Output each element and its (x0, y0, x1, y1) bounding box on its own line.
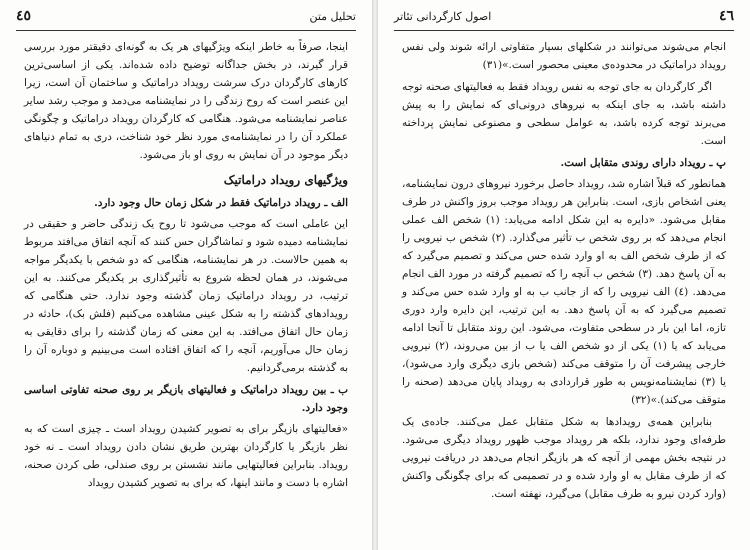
paragraph: این عاملی است که موجب می‌شود تا روح یک زندگی حاضر و حقیقی در نمایشنامه دمیده شود و تماشاگران حس کنند که آنچه اتفاق می‌افتد مربوط به همین حالاست. در هر نمایشنامه، هنگامی که دو شخص با یکدیگر مواجه می‌شوند، در همان لحظه شروع به تأثیرگذاری بر یکدیگر می‌کنند. به این ترتیب، در رویداد دراماتیک زمان گذشته وجود ندارد. حتی هنگامی که رویدادهای گذشته را به شکل عینی مشاهده می‌کنیم (فلش بک)، حادثه در زمان حال اتفاق می‌افتد. به این معنی که زمان گذشته را برای دقایقی به زمان حال می‌آوریم، آنچه را که اتفاق افتاده است می‌بینیم و دوباره آن را به گذشته برمی‌گردانیم. (24, 218, 348, 374)
running-title: تحلیل متن (309, 10, 356, 23)
subheading: پ ـ رویداد دارای روندی متقابل است. (560, 157, 726, 169)
paragraph: انجام می‌شوند می‌توانند در شکلهای بسیار متفاوتی ارائه شوند ولی نفس رویداد دراماتیک در محدوده‌ی معینی محصور است.»(٣١) (402, 41, 726, 71)
section-heading: ویژگیهای رویداد دراماتیک (223, 173, 348, 187)
running-title: اصول کارگردانی تئاتر (394, 10, 492, 23)
left-page-body (24, 38, 348, 496)
page-number: ٤٥ (16, 8, 32, 24)
subheading: ب ـ بین رویداد دراماتیک و فعالیتهای بازیگر بر روی صحنه تفاوتی اساسی وجود دارد. (24, 384, 348, 414)
paragraph: بنابراین همه‌ی رویدادها به شکل متقابل عمل می‌کنند. جاده‌ی یک طرفه‌ای وجود ندارد، بلکه هر رویداد موجب ظهور رویداد دیگری می‌شود. در نتیجه بخش مهمی از آنچه که هر بازیگر انجام می‌دهد در دریافت نیرویی که از طرف مقابل به او وارد شده و در تصمیمی که برای چگونگی واکنش (وارد کردن نیرو به طرف مقابل) می‌گیرد، نهفته است. (402, 416, 726, 500)
right-page-header (394, 8, 734, 31)
page-number: ٤٦ (718, 8, 734, 24)
left-page (0, 0, 372, 550)
right-page (378, 0, 750, 550)
left-page-header (16, 8, 356, 31)
paragraph: «فعالیتهای بازیگر برای به تصویر کشیدن رویداد است ـ چیزی است که به نظر بازیگر یا کارگردان بهترین طریق نشان دادن رویداد است ـ نه خود رویداد. بنابراین فعالیتهایی مانند نشستن بر روی صندلی، طی کردن صحنه، اشاره با دست و مانند اینها، که برای به تصویر کشیدن رویداد (24, 423, 348, 489)
paragraph: اینجا، صرفاً به خاطر اینکه ویژگیهای هر یک به گونه‌ای دقیقتر مورد بررسی قرار گیرند، در بخش جداگانه توضیح داده شده‌اند. یکی از اساسی‌ترین کارهای کارگردان درک سرشت رویداد دراماتیک و ساختمان آن است، زیرا این عنصر است که روح زندگی را در نمایشنامه می‌دمد و موجب رشد سایر عناصر نمایشنامه می‌شود. هنگامی که کارگردان رویداد دراماتیک و چگونگی عملکرد آن را در نمایشنامه‌ی مورد نظر خود شناخت، دری به تمام دنیاهای دیگر موجود در آن نمایش به روی او باز می‌شود. (24, 41, 348, 161)
right-page-body (402, 38, 726, 507)
subheading: الف ـ رویداد دراماتیک فقط در شکل زمان حال وجود دارد. (94, 197, 348, 209)
paragraph: اگر کارگردان به جای توجه به نفس رویداد فقط به فعالیتهای صحنه توجه داشته باشد، به جای اینکه به نیروهای درونی‌ای که نمایش را به پیش می‌برند توجه کرده باشد، به عوامل سطحی و مصنوعی نمایش پرداخته است. (402, 81, 726, 147)
paragraph: همانطور که قبلاً اشاره شد، رویداد حاصل برخورد نیروهای درون نمایشنامه، یعنی اشخاص بازی، است. بنابراین هر رویداد موجب بروز واکنش در طرف مقابل می‌شود. «دایره به این شکل ادامه می‌یابد: (١) شخص الف عملی انجام می‌دهد که بر روی شخص ب تأثیر می‌گذارد. (٢) شخص ب نیرویی را که از طرف شخص الف به او وارد شده حس می‌کند و تصمیم می‌گیرد که به آن پاسخ دهد. (٣) شخص ب آنچه را که تصمیم گرفته در مورد الف انجام می‌دهد. (٤) الف نیرویی را که از جانب ب به او وارد شده حس می‌کند و تصمیم می‌گیرد که به آن پاسخ دهد. به این ترتیب، این دایره وارد دوری تازه، اما این بار در سطحی متفاوت، می‌شود. این روند متقابل تا آنجا ادامه می‌یابد که یا (١) یکی از دو شخص الف یا ب از بین می‌روند، (٢) نیرویی خارجی پیشرفت آن را متوقف می‌کند (شخص بازی دیگری وارد می‌شود)، یا (٣) نمایشنامه‌نویس به طور قراردادی به رویداد پایان می‌دهد (صحنه را متوقف می‌کند).»(٣٢) (402, 178, 727, 406)
